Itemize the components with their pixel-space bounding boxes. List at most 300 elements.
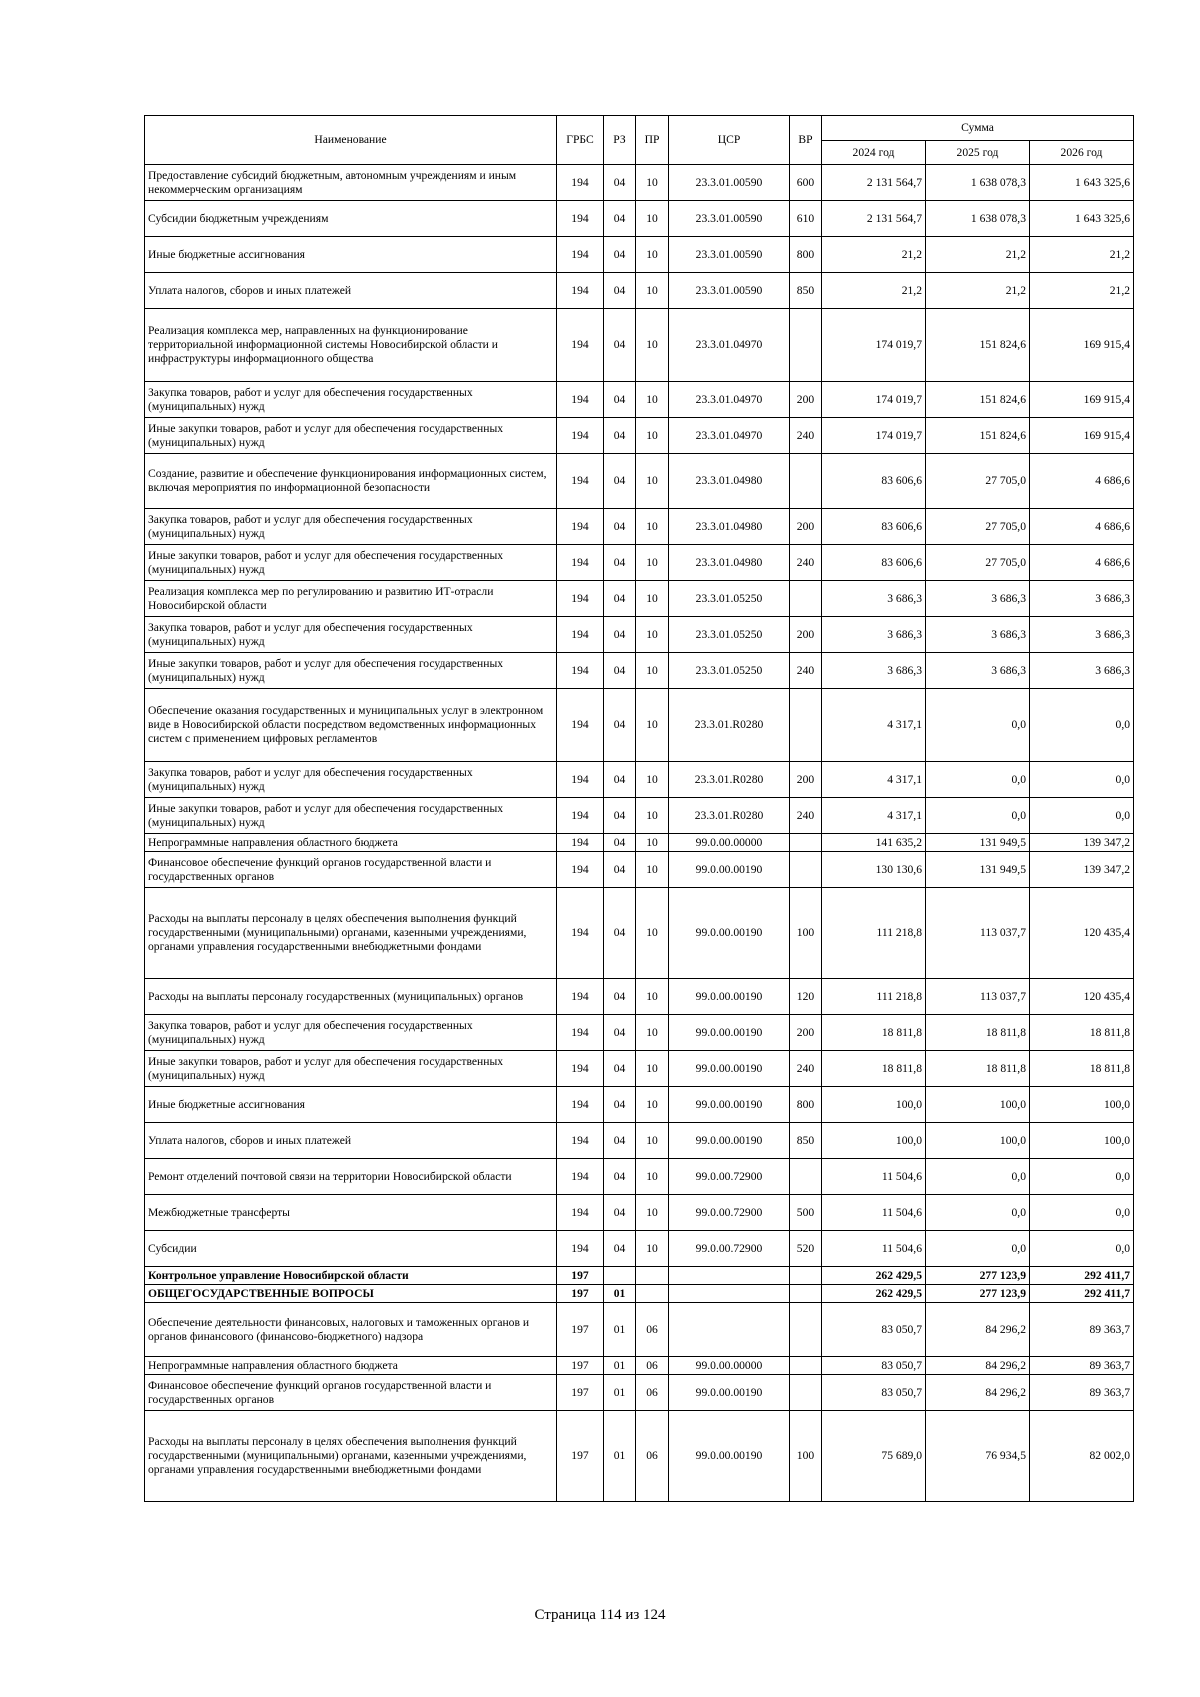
cell-y2024: 3 686,3 [822, 617, 926, 653]
cell-y2026: 0,0 [1030, 798, 1134, 834]
table-row [145, 581, 1134, 617]
cell-pr: 10 [636, 979, 669, 1015]
cell-name: Закупка товаров, работ и услуг для обеспечения государственных (муниципальных) нужд [145, 509, 557, 545]
cell-y2025: 151 824,6 [926, 418, 1030, 454]
cell-csr: 99.0.00.00190 [669, 1123, 790, 1159]
cell-rz: 04 [604, 237, 636, 273]
cell-rz: 04 [604, 834, 636, 852]
cell-y2026: 82 002,0 [1030, 1411, 1134, 1502]
cell-y2025: 131 949,5 [926, 834, 1030, 852]
cell-y2024: 4 317,1 [822, 762, 926, 798]
cell-rz: 04 [604, 273, 636, 309]
cell-name: Ремонт отделений почтовой связи на территории Новосибирской области [145, 1159, 557, 1195]
cell-pr [636, 1285, 669, 1303]
cell-pr: 10 [636, 382, 669, 418]
cell-y2026: 0,0 [1030, 762, 1134, 798]
cell-rz: 04 [604, 201, 636, 237]
cell-y2026: 120 435,4 [1030, 888, 1134, 979]
cell-pr: 06 [636, 1303, 669, 1357]
cell-csr: 23.3.01.R0280 [669, 762, 790, 798]
cell-grbs: 194 [557, 1123, 604, 1159]
cell-vr: 520 [790, 1231, 822, 1267]
table-row [145, 509, 1134, 545]
cell-y2025: 84 296,2 [926, 1303, 1030, 1357]
cell-y2024: 4 317,1 [822, 798, 926, 834]
cell-pr: 10 [636, 545, 669, 581]
cell-pr: 10 [636, 653, 669, 689]
cell-y2026: 18 811,8 [1030, 1051, 1134, 1087]
cell-pr: 10 [636, 1195, 669, 1231]
table-row [145, 653, 1134, 689]
cell-name: Уплата налогов, сборов и иных платежей [145, 1123, 557, 1159]
cell-y2025: 1 638 078,3 [926, 165, 1030, 201]
cell-rz: 04 [604, 418, 636, 454]
cell-grbs: 194 [557, 852, 604, 888]
cell-grbs: 194 [557, 418, 604, 454]
cell-csr: 23.3.01.00590 [669, 237, 790, 273]
cell-name: Предоставление субсидий бюджетным, автономным учреждениям и иным некоммерческим организациям [145, 165, 557, 201]
cell-name: Иные закупки товаров, работ и услуг для обеспечения государственных (муниципальных) нужд [145, 653, 557, 689]
cell-csr: 99.0.00.00190 [669, 1411, 790, 1502]
cell-vr [790, 581, 822, 617]
cell-y2024: 83 050,7 [822, 1303, 926, 1357]
cell-y2026: 292 411,7 [1030, 1267, 1134, 1285]
cell-y2024: 18 811,8 [822, 1051, 926, 1087]
table-row [145, 852, 1134, 888]
cell-y2026: 3 686,3 [1030, 617, 1134, 653]
cell-y2026: 89 363,7 [1030, 1357, 1134, 1375]
table-row [145, 201, 1134, 237]
cell-y2026: 1 643 325,6 [1030, 201, 1134, 237]
cell-vr [790, 689, 822, 762]
cell-vr [790, 1303, 822, 1357]
cell-y2025: 84 296,2 [926, 1357, 1030, 1375]
cell-grbs: 194 [557, 201, 604, 237]
cell-y2026: 169 915,4 [1030, 418, 1134, 454]
cell-y2024: 130 130,6 [822, 852, 926, 888]
cell-y2026: 1 643 325,6 [1030, 165, 1134, 201]
cell-vr: 500 [790, 1195, 822, 1231]
cell-pr: 10 [636, 201, 669, 237]
cell-y2024: 11 504,6 [822, 1195, 926, 1231]
cell-name: Закупка товаров, работ и услуг для обеспечения государственных (муниципальных) нужд [145, 1015, 557, 1051]
cell-name: Реализация комплекса мер по регулированию и развитию ИТ-отрасли Новосибирской области [145, 581, 557, 617]
cell-vr: 100 [790, 888, 822, 979]
cell-grbs: 194 [557, 545, 604, 581]
cell-csr: 99.0.00.72900 [669, 1231, 790, 1267]
cell-name: Иные закупки товаров, работ и услуг для обеспечения государственных (муниципальных) нужд [145, 418, 557, 454]
cell-y2024: 21,2 [822, 273, 926, 309]
cell-vr: 850 [790, 273, 822, 309]
table-row [145, 237, 1134, 273]
cell-grbs: 194 [557, 237, 604, 273]
cell-y2025: 113 037,7 [926, 979, 1030, 1015]
cell-rz: 04 [604, 454, 636, 509]
cell-csr: 23.3.01.04980 [669, 454, 790, 509]
cell-rz: 04 [604, 979, 636, 1015]
cell-grbs: 194 [557, 1015, 604, 1051]
cell-y2024: 174 019,7 [822, 418, 926, 454]
cell-vr [790, 309, 822, 382]
cell-y2025: 76 934,5 [926, 1411, 1030, 1502]
cell-pr: 10 [636, 1087, 669, 1123]
cell-rz: 01 [604, 1357, 636, 1375]
cell-y2024: 262 429,5 [822, 1267, 926, 1285]
cell-y2024: 111 218,8 [822, 979, 926, 1015]
table-row [145, 689, 1134, 762]
table-row [145, 834, 1134, 852]
cell-grbs: 194 [557, 454, 604, 509]
cell-name: Межбюджетные трансферты [145, 1195, 557, 1231]
cell-y2025: 131 949,5 [926, 852, 1030, 888]
cell-grbs: 194 [557, 273, 604, 309]
cell-grbs: 194 [557, 979, 604, 1015]
cell-y2026: 21,2 [1030, 237, 1134, 273]
cell-vr [790, 1285, 822, 1303]
cell-y2026: 139 347,2 [1030, 852, 1134, 888]
cell-grbs: 194 [557, 382, 604, 418]
cell-vr: 800 [790, 1087, 822, 1123]
cell-y2026: 89 363,7 [1030, 1303, 1134, 1357]
cell-name: Закупка товаров, работ и услуг для обеспечения государственных (муниципальных) нужд [145, 762, 557, 798]
cell-pr: 10 [636, 888, 669, 979]
cell-vr: 600 [790, 165, 822, 201]
table-row [145, 1195, 1134, 1231]
cell-name: Финансовое обеспечение функций органов государственной власти и государственных органов [145, 852, 557, 888]
cell-y2024: 75 689,0 [822, 1411, 926, 1502]
cell-name: Иные бюджетные ассигнования [145, 237, 557, 273]
cell-pr: 10 [636, 689, 669, 762]
table-row [145, 1267, 1134, 1285]
cell-grbs: 194 [557, 1231, 604, 1267]
cell-rz: 04 [604, 1159, 636, 1195]
cell-y2024: 174 019,7 [822, 309, 926, 382]
cell-y2026: 139 347,2 [1030, 834, 1134, 852]
header-pr: ПР [636, 116, 669, 165]
cell-csr: 23.3.01.00590 [669, 165, 790, 201]
cell-vr: 240 [790, 653, 822, 689]
table-row [145, 1375, 1134, 1411]
cell-rz: 04 [604, 1051, 636, 1087]
cell-y2026: 18 811,8 [1030, 1015, 1134, 1051]
cell-pr: 10 [636, 762, 669, 798]
table-row [145, 798, 1134, 834]
table-row [145, 979, 1134, 1015]
cell-y2026: 0,0 [1030, 689, 1134, 762]
cell-csr: 23.3.01.04980 [669, 509, 790, 545]
cell-rz: 01 [604, 1285, 636, 1303]
cell-name: Иные закупки товаров, работ и услуг для обеспечения государственных (муниципальных) нужд [145, 1051, 557, 1087]
cell-grbs: 194 [557, 617, 604, 653]
cell-pr: 10 [636, 1123, 669, 1159]
cell-csr: 99.0.00.00000 [669, 834, 790, 852]
cell-y2026: 3 686,3 [1030, 653, 1134, 689]
table-row [145, 1087, 1134, 1123]
cell-grbs: 194 [557, 581, 604, 617]
cell-y2024: 3 686,3 [822, 653, 926, 689]
cell-csr: 23.3.01.R0280 [669, 798, 790, 834]
cell-y2026: 169 915,4 [1030, 382, 1134, 418]
cell-vr: 240 [790, 545, 822, 581]
cell-grbs: 194 [557, 309, 604, 382]
cell-pr: 10 [636, 1015, 669, 1051]
cell-y2026: 100,0 [1030, 1123, 1134, 1159]
cell-name: Непрограммные направления областного бюджета [145, 1357, 557, 1375]
table-row [145, 1051, 1134, 1087]
table-row [145, 888, 1134, 979]
table-row [145, 762, 1134, 798]
cell-csr: 23.3.01.04970 [669, 309, 790, 382]
table-row [145, 165, 1134, 201]
cell-csr: 99.0.00.72900 [669, 1159, 790, 1195]
cell-y2025: 277 123,9 [926, 1285, 1030, 1303]
cell-csr: 23.3.01.04980 [669, 545, 790, 581]
cell-csr: 99.0.00.00190 [669, 1375, 790, 1411]
cell-vr: 200 [790, 382, 822, 418]
cell-name: Расходы на выплаты персоналу в целях обеспечения выполнения функций государственными (муниципальными) органами, казенными учреждениями, органами управления государственными внебюджетными фондами [145, 888, 557, 979]
table-row [145, 1123, 1134, 1159]
cell-grbs: 194 [557, 1195, 604, 1231]
cell-pr: 06 [636, 1357, 669, 1375]
cell-pr: 06 [636, 1411, 669, 1502]
cell-pr: 10 [636, 165, 669, 201]
cell-y2024: 83 606,6 [822, 545, 926, 581]
cell-grbs: 194 [557, 165, 604, 201]
cell-y2026: 0,0 [1030, 1159, 1134, 1195]
cell-name: Создание, развитие и обеспечение функционирования информационных систем, включая мероприятия по информационной безопасности [145, 454, 557, 509]
cell-y2025: 84 296,2 [926, 1375, 1030, 1411]
cell-vr [790, 1267, 822, 1285]
cell-vr [790, 1357, 822, 1375]
cell-y2026: 4 686,6 [1030, 545, 1134, 581]
cell-name: Расходы на выплаты персоналу в целях обеспечения выполнения функций государственными (муниципальными) органами, казенными учреждениями, органами управления государственными внебюджетными фондами [145, 1411, 557, 1502]
cell-name: Обеспечение деятельности финансовых, налоговых и таможенных органов и органов финансового (финансово-бюджетного) надзора [145, 1303, 557, 1357]
cell-rz: 04 [604, 1231, 636, 1267]
cell-name: Реализация комплекса мер, направленных на функционирование территориальной информационной системы Новосибирской области и инфраструктуры информационного общества [145, 309, 557, 382]
cell-pr: 10 [636, 509, 669, 545]
cell-grbs: 197 [557, 1285, 604, 1303]
cell-y2025: 27 705,0 [926, 545, 1030, 581]
cell-y2024: 83 050,7 [822, 1375, 926, 1411]
cell-y2024: 4 317,1 [822, 689, 926, 762]
cell-rz: 04 [604, 1195, 636, 1231]
cell-csr: 23.3.01.00590 [669, 201, 790, 237]
cell-y2024: 111 218,8 [822, 888, 926, 979]
cell-name: Закупка товаров, работ и услуг для обеспечения государственных (муниципальных) нужд [145, 617, 557, 653]
cell-y2026: 4 686,6 [1030, 454, 1134, 509]
cell-vr [790, 834, 822, 852]
cell-y2025: 0,0 [926, 1195, 1030, 1231]
cell-rz: 04 [604, 545, 636, 581]
cell-y2026: 3 686,3 [1030, 581, 1134, 617]
cell-rz: 04 [604, 309, 636, 382]
cell-vr: 100 [790, 1411, 822, 1502]
cell-grbs: 194 [557, 798, 604, 834]
cell-rz: 04 [604, 382, 636, 418]
header-csr: ЦСР [669, 116, 790, 165]
cell-y2025: 18 811,8 [926, 1051, 1030, 1087]
cell-y2024: 21,2 [822, 237, 926, 273]
cell-vr: 610 [790, 201, 822, 237]
cell-y2025: 3 686,3 [926, 617, 1030, 653]
cell-pr: 10 [636, 237, 669, 273]
table-body [145, 165, 1134, 1502]
header-2025: 2025 год [926, 141, 1030, 165]
cell-name: Закупка товаров, работ и услуг для обеспечения государственных (муниципальных) нужд [145, 382, 557, 418]
cell-y2025: 100,0 [926, 1123, 1030, 1159]
cell-grbs: 197 [557, 1357, 604, 1375]
cell-pr [636, 1267, 669, 1285]
header-vr: ВР [790, 116, 822, 165]
cell-y2026: 292 411,7 [1030, 1285, 1134, 1303]
cell-csr: 99.0.00.00190 [669, 888, 790, 979]
cell-y2025: 100,0 [926, 1087, 1030, 1123]
cell-vr: 240 [790, 1051, 822, 1087]
cell-name: Иные закупки товаров, работ и услуг для обеспечения государственных (муниципальных) нужд [145, 798, 557, 834]
cell-grbs: 194 [557, 653, 604, 689]
cell-y2025: 0,0 [926, 798, 1030, 834]
cell-y2024: 83 606,6 [822, 509, 926, 545]
cell-csr: 23.3.01.05250 [669, 617, 790, 653]
cell-y2025: 1 638 078,3 [926, 201, 1030, 237]
cell-rz: 04 [604, 165, 636, 201]
cell-vr: 120 [790, 979, 822, 1015]
cell-grbs: 194 [557, 888, 604, 979]
cell-grbs: 194 [557, 1159, 604, 1195]
cell-pr: 10 [636, 581, 669, 617]
cell-csr: 99.0.00.72900 [669, 1195, 790, 1231]
cell-pr: 10 [636, 309, 669, 382]
header-grbs: ГРБС [557, 116, 604, 165]
cell-pr: 10 [636, 454, 669, 509]
cell-grbs: 197 [557, 1267, 604, 1285]
cell-y2025: 3 686,3 [926, 581, 1030, 617]
cell-y2026: 100,0 [1030, 1087, 1134, 1123]
cell-y2024: 141 635,2 [822, 834, 926, 852]
cell-rz: 01 [604, 1303, 636, 1357]
cell-grbs: 194 [557, 689, 604, 762]
cell-rz: 01 [604, 1411, 636, 1502]
cell-y2025: 27 705,0 [926, 454, 1030, 509]
cell-name: Контрольное управление Новосибирской области [145, 1267, 557, 1285]
cell-name: Обеспечение оказания государственных и муниципальных услуг в электронном виде в Новосибирской области посредством ведомственных информационных систем с применением цифровых регламентов [145, 689, 557, 762]
cell-pr: 10 [636, 1231, 669, 1267]
cell-csr: 23.3.01.R0280 [669, 689, 790, 762]
cell-y2024: 100,0 [822, 1087, 926, 1123]
cell-vr: 240 [790, 418, 822, 454]
cell-y2026: 169 915,4 [1030, 309, 1134, 382]
cell-y2025: 277 123,9 [926, 1267, 1030, 1285]
cell-name: Субсидии бюджетным учреждениям [145, 201, 557, 237]
header-2026: 2026 год [1030, 141, 1134, 165]
cell-vr: 200 [790, 509, 822, 545]
cell-y2026: 21,2 [1030, 273, 1134, 309]
cell-y2025: 21,2 [926, 237, 1030, 273]
budget-table [144, 115, 1134, 1502]
cell-y2026: 4 686,6 [1030, 509, 1134, 545]
cell-y2025: 18 811,8 [926, 1015, 1030, 1051]
cell-csr [669, 1303, 790, 1357]
cell-csr [669, 1267, 790, 1285]
cell-csr: 99.0.00.00190 [669, 979, 790, 1015]
cell-y2025: 0,0 [926, 689, 1030, 762]
cell-y2024: 11 504,6 [822, 1231, 926, 1267]
table-row [145, 273, 1134, 309]
cell-pr: 10 [636, 1159, 669, 1195]
cell-csr: 99.0.00.00190 [669, 1051, 790, 1087]
cell-y2026: 0,0 [1030, 1195, 1134, 1231]
cell-y2024: 174 019,7 [822, 382, 926, 418]
table-row [145, 418, 1134, 454]
cell-name: Финансовое обеспечение функций органов государственной власти и государственных органов [145, 1375, 557, 1411]
cell-y2026: 120 435,4 [1030, 979, 1134, 1015]
table-row [145, 1303, 1134, 1357]
cell-y2024: 3 686,3 [822, 581, 926, 617]
cell-vr: 200 [790, 1015, 822, 1051]
cell-grbs: 194 [557, 509, 604, 545]
cell-grbs: 194 [557, 834, 604, 852]
cell-y2025: 27 705,0 [926, 509, 1030, 545]
cell-pr: 10 [636, 418, 669, 454]
table-row [145, 1411, 1134, 1502]
cell-pr: 10 [636, 273, 669, 309]
cell-pr: 10 [636, 852, 669, 888]
cell-rz: 04 [604, 1087, 636, 1123]
cell-rz: 04 [604, 617, 636, 653]
header-rz: РЗ [604, 116, 636, 165]
cell-rz: 04 [604, 653, 636, 689]
cell-y2024: 2 131 564,7 [822, 201, 926, 237]
cell-rz: 04 [604, 1015, 636, 1051]
cell-grbs: 194 [557, 1051, 604, 1087]
cell-grbs: 197 [557, 1303, 604, 1357]
header-sum: Сумма [822, 116, 1134, 141]
cell-csr: 99.0.00.00190 [669, 852, 790, 888]
cell-name: Непрограммные направления областного бюджета [145, 834, 557, 852]
cell-y2025: 0,0 [926, 1159, 1030, 1195]
cell-rz [604, 1267, 636, 1285]
cell-vr [790, 852, 822, 888]
cell-rz: 04 [604, 798, 636, 834]
table-row [145, 382, 1134, 418]
cell-y2024: 83 050,7 [822, 1357, 926, 1375]
table-row [145, 1015, 1134, 1051]
cell-name: Расходы на выплаты персоналу государственных (муниципальных) органов [145, 979, 557, 1015]
cell-rz: 04 [604, 852, 636, 888]
table-row [145, 309, 1134, 382]
cell-pr: 06 [636, 1375, 669, 1411]
table-row [145, 617, 1134, 653]
cell-name: Иные закупки товаров, работ и услуг для обеспечения государственных (муниципальных) нужд [145, 545, 557, 581]
cell-name: Иные бюджетные ассигнования [145, 1087, 557, 1123]
cell-name: Субсидии [145, 1231, 557, 1267]
cell-y2025: 3 686,3 [926, 653, 1030, 689]
cell-csr: 99.0.00.00000 [669, 1357, 790, 1375]
header-2024: 2024 год [822, 141, 926, 165]
table-row [145, 545, 1134, 581]
table-row [145, 454, 1134, 509]
cell-csr: 23.3.01.05250 [669, 581, 790, 617]
table-row [145, 1357, 1134, 1375]
cell-y2024: 100,0 [822, 1123, 926, 1159]
cell-vr: 240 [790, 798, 822, 834]
cell-y2026: 89 363,7 [1030, 1375, 1134, 1411]
cell-vr: 200 [790, 762, 822, 798]
cell-grbs: 197 [557, 1411, 604, 1502]
cell-pr: 10 [636, 834, 669, 852]
cell-rz: 04 [604, 581, 636, 617]
cell-vr [790, 1375, 822, 1411]
